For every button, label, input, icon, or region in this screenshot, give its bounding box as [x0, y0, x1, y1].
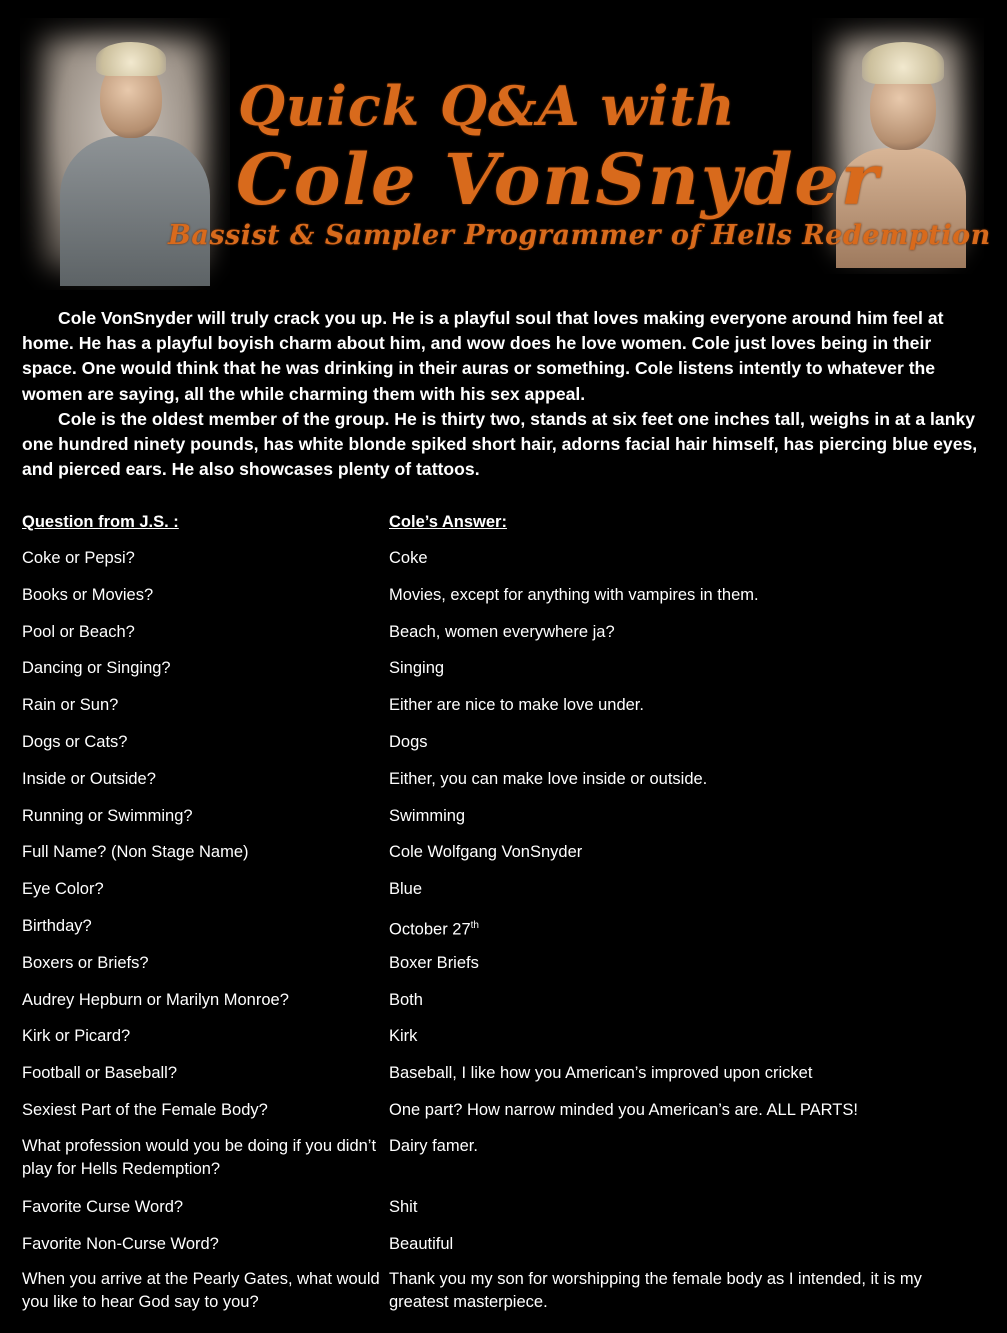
question-text: Football or Baseball? — [22, 1064, 178, 1083]
answer-cell — [389, 546, 979, 583]
question-text: Rain or Sun? — [22, 696, 119, 715]
qa-row — [22, 693, 987, 730]
answer-cell — [389, 767, 979, 804]
answer-text: Shit — [389, 1197, 418, 1216]
answer-cell — [389, 656, 979, 693]
answer-cell — [389, 804, 979, 841]
answer-cell — [389, 583, 979, 620]
answer-text: Beautiful — [389, 1234, 454, 1253]
question-text: Boxers or Briefs? — [22, 953, 149, 972]
answer-text: Movies, except for anything with vampires in them. — [389, 585, 759, 604]
title-subtitle: Bassist & Sampler Programmer of Hells Redemption — [168, 220, 991, 251]
answer-text: Baseball, I like how you American’s improved upon cricket — [389, 1064, 813, 1083]
qa-row — [22, 1135, 987, 1195]
qa-header-row — [22, 510, 987, 546]
portrait-hair — [96, 42, 166, 76]
intro-text — [22, 306, 987, 482]
question-text: Birthday? — [22, 916, 92, 935]
qa-row — [22, 730, 987, 767]
qa-row — [22, 1061, 987, 1098]
answer-text: October 27 — [389, 920, 471, 939]
qa-row — [22, 656, 987, 693]
qa-row — [22, 877, 987, 914]
question-text: When you arrive at the Pearly Gates, what would you like to hear God say to you? — [22, 1270, 380, 1312]
answer-text: Singing — [389, 659, 445, 678]
qa-row — [22, 1232, 987, 1269]
qa-table — [22, 510, 987, 1328]
answer-cell — [389, 840, 979, 877]
question-text: Kirk or Picard? — [22, 1027, 131, 1046]
answer-cell — [389, 1232, 979, 1269]
answer-text: Either, you can make love inside or outside. — [389, 769, 708, 788]
qa-row — [22, 988, 987, 1025]
question-text: Running or Swimming? — [22, 806, 193, 825]
answer-cell — [389, 877, 979, 914]
answer-text: Beach, women everywhere ja? — [389, 622, 615, 641]
qa-row — [22, 620, 987, 657]
answer-text: Coke — [389, 549, 428, 567]
answer-text: Cole Wolfgang VonSnyder — [389, 843, 583, 862]
qa-rows — [22, 546, 987, 1328]
qa-row — [22, 951, 987, 988]
answer-cell — [389, 988, 979, 1025]
qa-row — [22, 914, 987, 951]
question-text: Coke or Pepsi? — [22, 549, 135, 567]
qa-row — [22, 1195, 987, 1232]
question-text: Audrey Hepburn or Marilyn Monroe? — [22, 990, 289, 1009]
question-text: Inside or Outside? — [22, 769, 156, 788]
answer-text: Kirk — [389, 1027, 418, 1046]
portrait-torso — [60, 136, 210, 286]
answer-cell — [389, 1098, 979, 1135]
question-text: Pool or Beach? — [22, 622, 135, 641]
qa-row — [22, 804, 987, 841]
answer-text: Swimming — [389, 806, 466, 825]
intro-paragraph-2: Cole is the oldest member of the group. He is thirty two, stands at six feet one inches tall, weighs in at a lanky one hundred ninety pounds, has white blonde spiked short hair, adorns facial hair himself, has piercing blue eyes, and pierced ears. He also showcases plenty of tattoos. — [22, 408, 978, 480]
question-text: What profession would you be doing if you didn’t play for Hells Redemption? — [22, 1136, 377, 1178]
answer-cell — [389, 1024, 979, 1061]
answer-cell — [389, 1061, 979, 1098]
portrait-hair — [862, 42, 944, 84]
question-text: Dogs or Cats? — [22, 732, 128, 751]
answer-text: One part? How narrow minded you American’s are. ALL PARTS! — [389, 1100, 858, 1119]
answer-cell — [389, 951, 979, 988]
answer-cell — [389, 914, 979, 951]
answer-text: Dogs — [389, 732, 428, 751]
question-text: Eye Color? — [22, 880, 104, 899]
question-text: Dancing or Singing? — [22, 659, 171, 678]
question-text: Favorite Curse Word? — [22, 1197, 184, 1216]
answer-header: Cole’s Answer: — [389, 513, 507, 531]
question-text: Favorite Non-Curse Word? — [22, 1234, 219, 1253]
qa-row — [22, 546, 987, 583]
qa-row — [22, 1024, 987, 1061]
answer-cell — [389, 1135, 979, 1195]
intro-paragraph-1: Cole VonSnyder will truly crack you up. He is a playful soul that loves making everyone around him feel at home. He has a playful boyish charm about him, and wow does he love women. Cole just loves being in their space. One would think that he was drinking in their auras or something. Cole listens intently to whatever the women are saying, all the while charming them with his sex appeal. — [22, 308, 944, 404]
question-text: Full Name? (Non Stage Name) — [22, 843, 249, 862]
answer-superscript: th — [470, 919, 479, 931]
qa-row — [22, 583, 987, 620]
answer-text: Thank you my son for worshipping the female body as I intended, it is my greatest masterpiece. — [389, 1270, 922, 1312]
answer-text: Both — [389, 990, 423, 1009]
answer-cell — [389, 1195, 979, 1232]
question-text: Sexiest Part of the Female Body? — [22, 1100, 268, 1119]
answer-text: Dairy famer. — [389, 1136, 478, 1155]
question-header: Question from J.S. : — [22, 513, 179, 531]
answer-text: Blue — [389, 880, 423, 899]
answer-text: Either are nice to make love under. — [389, 696, 644, 715]
qa-row — [22, 1268, 987, 1328]
qa-row — [22, 840, 987, 877]
qa-row — [22, 767, 987, 804]
qa-row — [22, 1098, 987, 1135]
title-line-1: Quick Q&A with — [238, 74, 736, 138]
answer-cell — [389, 730, 979, 767]
question-text: Books or Movies? — [22, 585, 154, 604]
answer-text: Boxer Briefs — [389, 953, 479, 972]
title-line-2: Cole VonSnyder — [236, 138, 880, 221]
answer-cell — [389, 620, 979, 657]
answer-cell — [389, 1268, 979, 1328]
answer-cell — [389, 693, 979, 730]
